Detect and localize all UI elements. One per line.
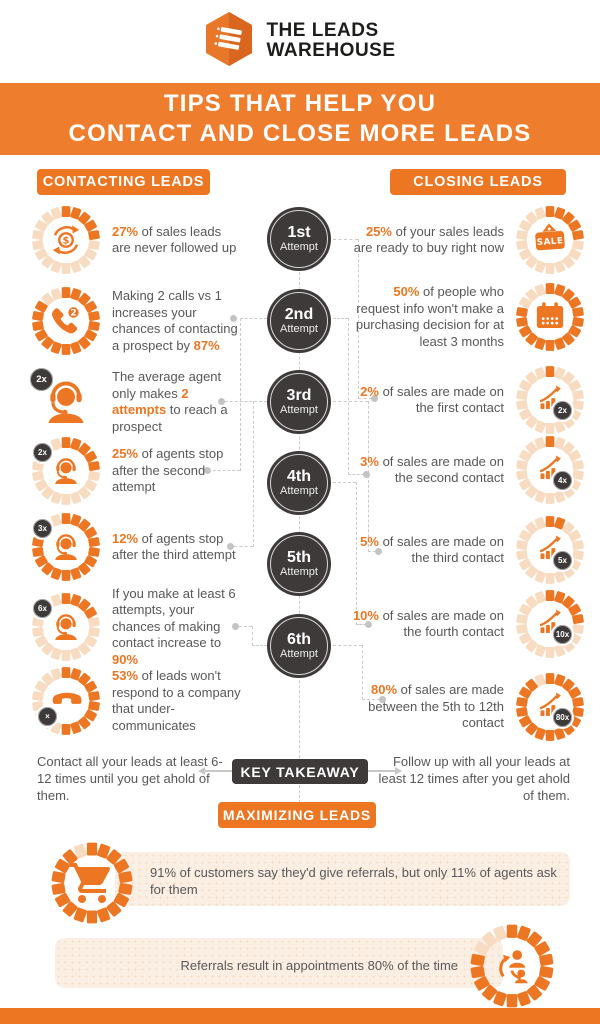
stat-icon — [30, 665, 102, 737]
attempt-label: Attempt — [280, 323, 318, 335]
chart-up-icon — [514, 671, 586, 743]
closing-takeaway-note: Follow up with all your leads at least 12 times after you get ahold of them. — [378, 754, 570, 803]
stat-text: 10% of sales are made on the fourth contact — [352, 607, 504, 639]
warehouse-hexagon-icon — [204, 11, 254, 72]
stat-text: 12% of agents stop after the third attempt — [112, 530, 236, 562]
stat-icon — [514, 364, 586, 436]
attempt-circle — [267, 614, 331, 678]
stat-text: 3% of sales are made on the second contact — [360, 453, 504, 485]
attempt-circle — [267, 289, 331, 353]
stat-text: 53% of leads won't respond to a company that under-communicates — [112, 668, 241, 733]
attempt-label: Attempt — [280, 566, 318, 578]
stat-icon — [514, 588, 586, 660]
multiplier-badge: 5x — [551, 549, 574, 572]
stat-icon — [514, 671, 586, 743]
connector-line — [253, 401, 254, 547]
stat-icon — [30, 435, 102, 507]
connector-line — [252, 645, 267, 646]
stat-item — [30, 505, 242, 589]
stat-text: 5% of sales are made on the third contact — [360, 533, 504, 565]
stat-item — [352, 275, 586, 359]
connector-line — [348, 318, 349, 475]
attempt-circle — [267, 532, 331, 596]
multiplier-badge: 4x — [551, 469, 574, 492]
stat-item — [352, 665, 586, 749]
stat-item — [352, 198, 586, 282]
calendar-icon — [514, 281, 586, 353]
connector-line — [240, 318, 267, 319]
multiplier-badge: 3x — [31, 517, 54, 540]
stat-icon — [514, 204, 586, 276]
attempt-circle — [267, 370, 331, 434]
multiplier-badge: × — [36, 705, 59, 728]
attempt-label: Attempt — [280, 485, 318, 497]
stat-item — [30, 198, 242, 282]
maximizing-leads-badge: MAXIMIZING LEADS — [218, 802, 376, 828]
stat-text: If you make at least 6 attempts, your chances of making contact increase to 90% — [112, 585, 236, 667]
multiplier-badge: 10x — [551, 623, 574, 646]
chart-up-icon — [514, 364, 586, 436]
appointments-panel-text: Referrals result in appointments 80% of the time — [180, 958, 458, 973]
stat-text: The average agent only makes 2 attempts to reach a prospect — [112, 369, 228, 434]
svg-text:SALE: SALE — [536, 236, 564, 249]
chart-up-icon — [514, 434, 586, 506]
stat-item — [352, 582, 586, 666]
stat-item — [30, 585, 242, 669]
chart-up-icon — [514, 514, 586, 586]
referral-people-icon — [468, 922, 556, 1010]
stat-icon — [514, 514, 586, 586]
footer-bar — [0, 1008, 600, 1024]
stat-item — [30, 279, 242, 363]
attempt-circle — [267, 451, 331, 515]
stat-icon — [514, 434, 586, 506]
attempt-ordinal: 5th — [287, 549, 311, 566]
stat-icon — [30, 591, 102, 663]
stat-text: 25% of agents stop after the second attempt — [112, 446, 224, 495]
chart-up-icon — [514, 588, 586, 660]
title-banner — [0, 83, 600, 155]
stat-text: 25% of your sales leads are ready to buy right now — [353, 223, 504, 255]
attempt-ordinal: 1st — [287, 224, 311, 241]
logo-line2: WAREHOUSE — [266, 40, 396, 61]
logo-line1: THE LEADS — [266, 20, 379, 41]
stat-text: 27% of sales leads are never followed up — [112, 223, 237, 255]
stat-item — [30, 429, 242, 513]
key-takeaway-badge: KEY TAKEAWAY — [232, 759, 368, 784]
multiplier-badge: 6x — [31, 597, 54, 620]
title-line1: TIPS THAT HELP YOU — [163, 90, 437, 117]
sale-tag-icon — [514, 204, 586, 276]
multiplier-badge: 2x — [28, 366, 55, 393]
logo — [0, 9, 600, 73]
stat-icon — [30, 204, 102, 276]
stat-icon — [30, 366, 102, 438]
multiplier-badge: 2x — [551, 399, 574, 422]
svg-text:2: 2 — [70, 308, 77, 319]
multiplier-badge: 2x — [31, 441, 54, 464]
stat-text: Making 2 calls vs 1 increases your chances of contacting a prospect by 87% — [112, 288, 238, 353]
attempt-label: Attempt — [280, 404, 318, 416]
connector-line — [333, 318, 348, 319]
referral-people-icon — [468, 922, 556, 1010]
stat-text: 2% of sales are made on the first contact — [360, 383, 504, 415]
attempt-label: Attempt — [280, 648, 318, 660]
contacting-leads-header: CONTACTING LEADS — [37, 169, 210, 195]
attempt-ordinal: 4th — [287, 468, 311, 485]
stat-item — [352, 508, 586, 592]
attempt-label: Attempt — [280, 241, 318, 253]
phone-call-icon — [30, 285, 102, 357]
shopping-cart-icon — [49, 840, 135, 926]
title-line2: CONTACT AND CLOSE MORE LEADS — [68, 120, 532, 147]
attempt-circle — [267, 207, 331, 271]
referrals-panel-text: 91% of customers say they'd give referrals, but only 11% of agents ask for them — [150, 865, 557, 897]
stat-item — [352, 428, 586, 512]
stat-icon — [514, 281, 586, 353]
connector-line — [252, 626, 253, 646]
shopping-cart-icon — [49, 840, 135, 926]
stat-item — [30, 659, 242, 743]
svg-text:$: $ — [62, 235, 70, 247]
closing-leads-header: CLOSING LEADS — [390, 169, 566, 195]
money-cycle-icon — [30, 204, 102, 276]
attempt-ordinal: 2nd — [284, 306, 314, 323]
stat-icon — [30, 285, 102, 357]
multiplier-badge: 80x — [551, 706, 574, 729]
attempt-ordinal: 6th — [287, 631, 311, 648]
stat-text: 80% of sales are made between the 5th to 12th contact — [368, 682, 504, 731]
stat-icon — [30, 511, 102, 583]
attempt-ordinal: 3rd — [286, 387, 312, 404]
contacting-takeaway-note: Contact all your leads at least 6-12 times until you get ahold of them. — [37, 754, 223, 803]
stat-text: 50% of people who request info won't make a purchasing decision for at least 3 months — [355, 284, 504, 349]
